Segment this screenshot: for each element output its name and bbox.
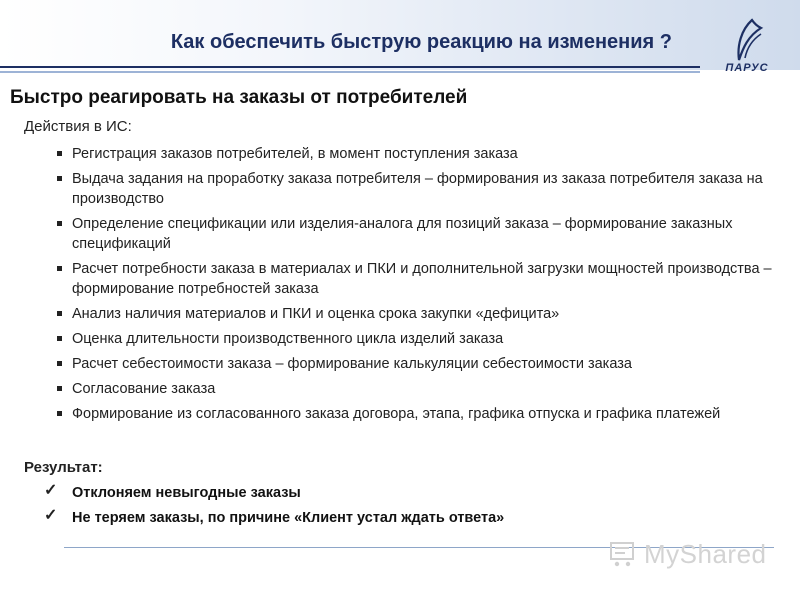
list-item-text: Определение спецификации или изделия-аналога для позиций заказа – формирование заказных спецификаций xyxy=(72,216,733,252)
logo-text: ПАРУС xyxy=(725,62,769,74)
result-item xyxy=(44,507,505,528)
result-item-text: Не теряем заказы, по причине «Клиент устал ждать ответа» xyxy=(72,510,505,526)
actions-label: Действия в ИС: xyxy=(24,118,132,135)
header-divider-accent xyxy=(0,71,700,73)
result-label: Результат: xyxy=(24,459,103,476)
bullet-icon xyxy=(57,386,62,391)
result-item xyxy=(44,482,504,503)
list-item xyxy=(72,144,772,164)
bullet-icon xyxy=(57,361,62,366)
list-item-text: Регистрация заказов потребителей, в момент поступления заказа xyxy=(72,146,518,162)
bullet-icon xyxy=(57,151,62,156)
list-item-text: Согласование заказа xyxy=(72,381,216,397)
list-item-text: Расчет себестоимости заказа – формирование калькуляции себестоимости заказа xyxy=(72,356,632,372)
checkmark-icon: ✓ xyxy=(44,507,58,524)
bullet-icon xyxy=(57,411,62,416)
list-item xyxy=(72,329,772,349)
list-item-text: Формирование из согласованного заказа договора, этапа, графика отпуска и графика платежей xyxy=(72,406,721,422)
section-heading: Быстро реагировать на заказы от потребителей xyxy=(10,87,468,108)
watermark-text: MyShared xyxy=(644,539,767,569)
list-item xyxy=(72,214,772,254)
list-item-text: Анализ наличия материалов и ПКИ и оценка срока закупки «дефицита» xyxy=(72,306,560,322)
watermark-cart-icon xyxy=(608,538,638,568)
header-divider xyxy=(0,66,700,68)
list-item xyxy=(72,304,772,324)
bullet-icon xyxy=(57,221,62,226)
list-item xyxy=(72,169,772,209)
result-item-text: Отклоняем невыгодные заказы xyxy=(72,485,301,501)
list-item-text: Выдача задания на проработку заказа потребителя – формирования из заказа потребителя заказа на производство xyxy=(72,171,763,207)
bullet-icon xyxy=(57,311,62,316)
list-item xyxy=(72,404,772,424)
result-list xyxy=(44,482,505,533)
checkmark-icon: ✓ xyxy=(44,482,58,499)
list-item xyxy=(72,259,772,299)
actions-list xyxy=(72,144,772,429)
bullet-icon xyxy=(57,336,62,341)
slide-title: Как обеспечить быструю реакцию на изменения ? xyxy=(170,31,672,53)
list-item-text: Оценка длительности производственного цикла изделий заказа xyxy=(72,331,504,347)
list-item xyxy=(72,354,772,374)
list-item-text: Расчет потребности заказа в материалах и ПКИ и дополнительной загрузки мощностей производства – формирование потребностей заказа xyxy=(72,261,772,297)
parus-logo-icon xyxy=(733,18,767,62)
list-item xyxy=(72,379,772,399)
bullet-icon xyxy=(57,266,62,271)
bullet-icon xyxy=(57,176,62,181)
